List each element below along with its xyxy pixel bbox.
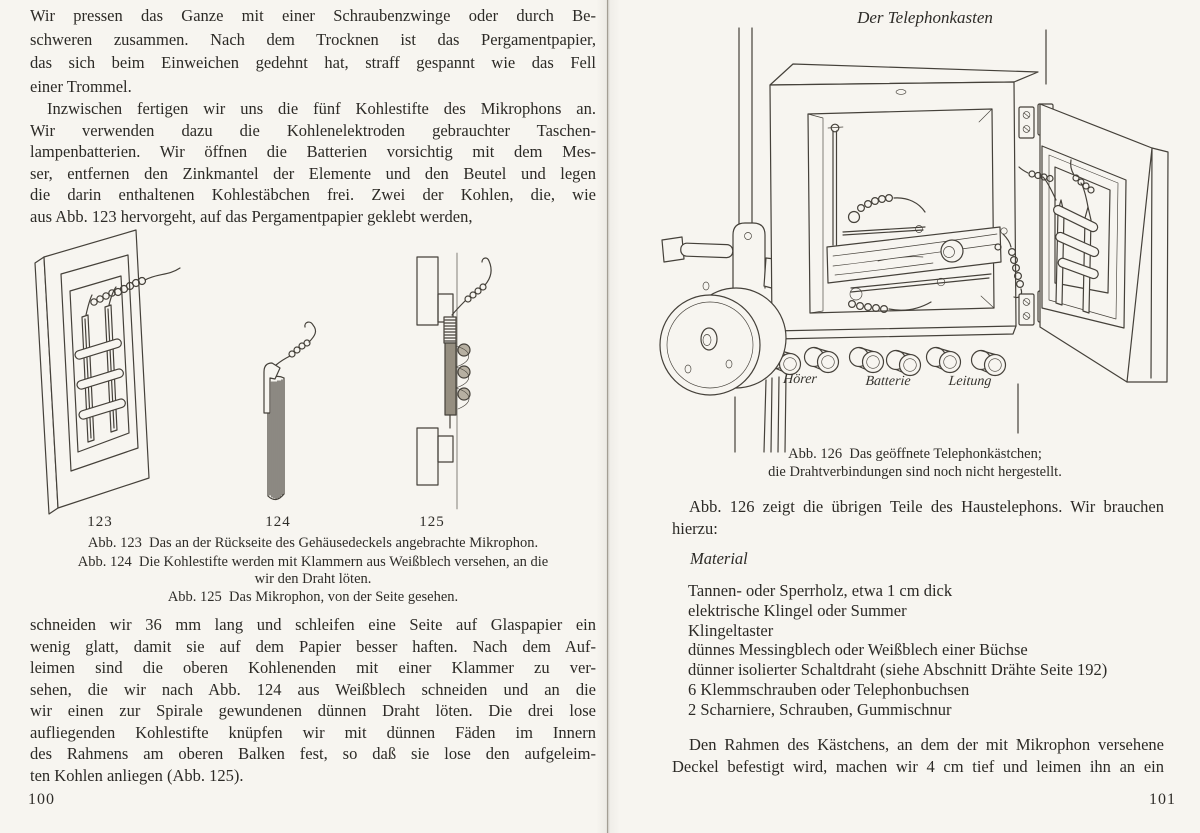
page-number: 100 xyxy=(28,791,55,808)
material-list xyxy=(688,581,1180,720)
carbon-rod-ends xyxy=(456,344,470,409)
text-line: Wir pressen das Ganze mit einer Schraubenzwinge oder durch Be- xyxy=(30,6,596,25)
door xyxy=(1019,104,1168,382)
material-item: dünnes Messingblech oder Weißblech einer Büchse xyxy=(688,640,1028,660)
text-line: ten Kohlen anliegen (Abb. 125). xyxy=(30,765,244,785)
paragraph xyxy=(672,734,1164,777)
text-line: Wir verwenden dazu die Kohlenelektroden gebrauchter Taschen- xyxy=(30,120,596,140)
figure-124-drawing xyxy=(255,316,330,508)
spiral-wire xyxy=(452,258,491,315)
figure-caption: wir den Draht löten. xyxy=(254,571,372,587)
text-line: wenig glatt, damit sie auf dem Papier besser haften. Nach dem Auf- xyxy=(30,636,596,656)
material-item: Klingeltaster xyxy=(688,620,774,640)
text-line: aufliegenden Kohlestifte knüpfen wir mit dünnen Fäden im Innern xyxy=(30,722,596,742)
paragraph xyxy=(30,4,596,98)
clamp xyxy=(444,317,456,343)
figure-number: 125 xyxy=(419,514,445,530)
text-line: ser, entfernen den Zinkmantel der Elemente und den Beutel und legen xyxy=(30,163,596,183)
figure-caption: Abb. 123 Das an der Rückseite des Gehäusedeckels angebrachte Mikrophon. xyxy=(87,535,539,551)
figure-number: 124 xyxy=(265,514,291,530)
text-line: aus Abb. 123 hervorgeht, auf das Pergamentpapier geklebt werden, xyxy=(30,206,473,226)
material-item: 6 Klemmschrauben oder Telephonbuchsen xyxy=(688,679,970,699)
material-heading: Material xyxy=(690,549,748,568)
text-line: die darin enthaltenen Kohlestäbchen frei. Zwei der Kohlen, die, wie xyxy=(30,185,596,204)
text-line: das sich beim Einweichen gedehnt hat, straff gespannt wie das Fell xyxy=(30,53,596,72)
carbon-stick xyxy=(445,343,456,415)
text-line: leimen sind die oberen Kohlenenden mit einer Klammer zu ver- xyxy=(30,658,596,677)
material-item: elektrische Klingel oder Summer xyxy=(688,600,907,620)
text-line: schneiden wir 36 mm lang und schleifen eine Seite auf Glaspapier ein xyxy=(30,615,596,634)
text-line: Inzwischen fertigen wir uns die fünf Kohlestifte des Mikrophons an. xyxy=(47,99,596,118)
text-line: wir einen zur Spirale gewundenen dünnen Draht löten. Die drei lose xyxy=(30,701,596,720)
board xyxy=(35,230,149,514)
material-item: Tannen- oder Sperrholz, etwa 1 cm dick xyxy=(688,581,953,600)
terminal-label-batterie: Batterie xyxy=(864,374,912,389)
text-line: Abb. 126 zeigt die übrigen Teile des Haustelephons. Wir brauchen xyxy=(689,497,1164,516)
figure-126-drawing xyxy=(653,28,1198,460)
bell xyxy=(660,282,786,395)
figure-123-drawing xyxy=(30,222,190,514)
figure-caption: Abb. 124 Die Kohlestifte werden mit Klammern aus Weißblech versehen, an die xyxy=(77,554,549,570)
text-line: einer Trommel. xyxy=(30,76,132,96)
figure-number: 123 xyxy=(87,514,113,530)
paragraph xyxy=(30,98,596,227)
figure-125-drawing xyxy=(413,251,508,513)
terminal-label-leitung: Leitung xyxy=(948,374,992,389)
text-line: Deckel befestigt wird, machen wir 4 cm tief und leimen ihn an ein xyxy=(672,756,1164,776)
page-gutter-shadow xyxy=(596,0,620,833)
text-line: des Rahmens am oberen Balken fest, so daß sie lose den aufgeleim- xyxy=(30,744,596,763)
figure-caption: Abb. 126 Das geöffnete Telephonkästchen; xyxy=(788,446,1042,462)
figure-caption: Abb. 125 Das Mikrophon, von der Seite gesehen. xyxy=(167,589,459,605)
paragraph xyxy=(30,614,596,786)
text-line: hierzu: xyxy=(672,518,718,538)
page-number: 101 xyxy=(1149,791,1176,808)
terminal-label-hoerer: Hörer xyxy=(782,372,818,387)
spiral-wire xyxy=(276,322,316,365)
text-line: Den Rahmen des Kästchens, an dem der mit Mikrophon versehene xyxy=(689,735,1164,754)
material-item: 2 Scharniere, Schrauben, Gummischnur xyxy=(688,699,952,719)
material-item: dünner isolierter Schaltdraht (siehe Abschnitt Drähte Seite 192) xyxy=(688,660,1108,680)
page-gutter-line xyxy=(607,0,608,833)
figure-caption: die Drahtverbindungen sind noch nicht hergestellt. xyxy=(768,464,1062,480)
telephone-box xyxy=(770,64,1038,339)
text-line: sehen, die wir nach Abb. 124 aus Weißblech schneiden und an die xyxy=(30,679,596,699)
text-line: lampenbatterien. Wir öffnen die Batterien vorsichtig mit dem Mes- xyxy=(30,142,596,161)
terminal-knobs xyxy=(805,348,1006,376)
running-head: Der Telephonkasten xyxy=(857,8,993,27)
paragraph xyxy=(672,496,1164,539)
text-line: schweren zusammen. Nach dem Trocknen ist das Pergamentpapier, xyxy=(30,29,596,49)
